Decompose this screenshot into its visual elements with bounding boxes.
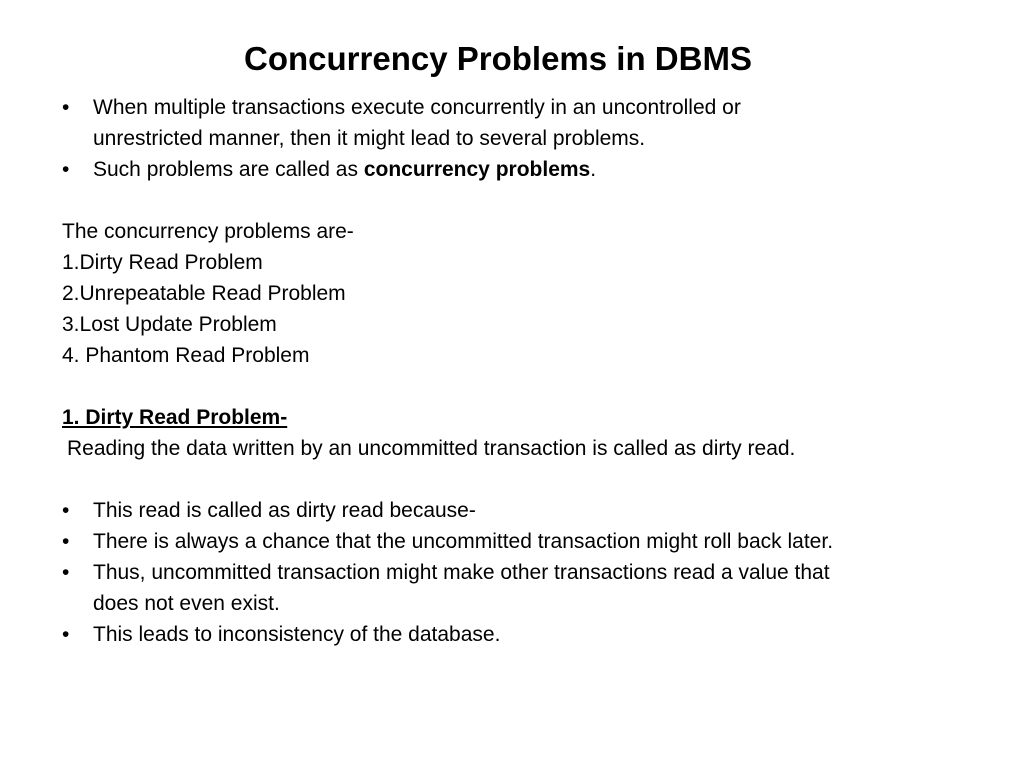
bullet-icon: •	[62, 499, 70, 522]
intro-bullet-2	[62, 154, 962, 185]
intro-bullet-2-text-after: .	[590, 158, 597, 181]
section-bullet-4-text: This leads to inconsistency of the database.	[93, 623, 501, 646]
bullet-icon: •	[62, 96, 70, 119]
section-bullet-1	[62, 495, 962, 526]
section-bullet-3-text-line1: Thus, uncommitted transaction might make other transactions read a value that	[93, 561, 830, 584]
problem-item-2: 2.Unrepeatable Read Problem	[62, 282, 346, 305]
bullet-icon: •	[62, 561, 70, 584]
section-bullet-1-text: This read is called as dirty read because-	[93, 499, 476, 522]
bullet-icon: •	[62, 158, 70, 181]
bullet-icon: •	[62, 530, 70, 553]
section-bullet-2-text: There is always a chance that the uncommitted transaction might roll back later.	[93, 530, 834, 553]
spacer	[62, 464, 962, 495]
intro-bullet-2-bold-term: concurrency problems	[363, 158, 591, 181]
spacer	[62, 371, 962, 402]
section-bullet-3-continuation	[62, 588, 962, 619]
section-bullet-3	[62, 557, 962, 588]
intro-bullet-1-text-line2: unrestricted manner, then it might lead to several problems.	[93, 127, 646, 150]
section-definition: Reading the data written by an uncommitted transaction is called as dirty read.	[67, 437, 796, 460]
slide-title: Concurrency Problems in DBMS	[244, 40, 752, 77]
spacer	[62, 185, 962, 216]
slide-body	[62, 92, 962, 650]
section-bullet-2	[62, 526, 962, 557]
section-bullet-3-text-line2: does not even exist.	[93, 592, 280, 615]
intro-bullet-1-text-line1: When multiple transactions execute concurrently in an uncontrolled or	[93, 96, 741, 119]
intro-bullet-1	[62, 92, 962, 123]
list-intro: The concurrency problems are-	[62, 220, 354, 243]
problem-item-4: 4. Phantom Read Problem	[62, 344, 310, 367]
intro-bullet-2-text-before: Such problems are called as	[93, 158, 364, 181]
problem-item-1: 1.Dirty Read Problem	[62, 251, 263, 274]
intro-bullet-1-continuation	[62, 123, 962, 154]
problem-item-3: 3.Lost Update Problem	[62, 313, 277, 336]
section-heading: 1. Dirty Read Problem-	[62, 406, 288, 429]
bullet-icon: •	[62, 623, 70, 646]
section-bullet-4	[62, 619, 962, 650]
